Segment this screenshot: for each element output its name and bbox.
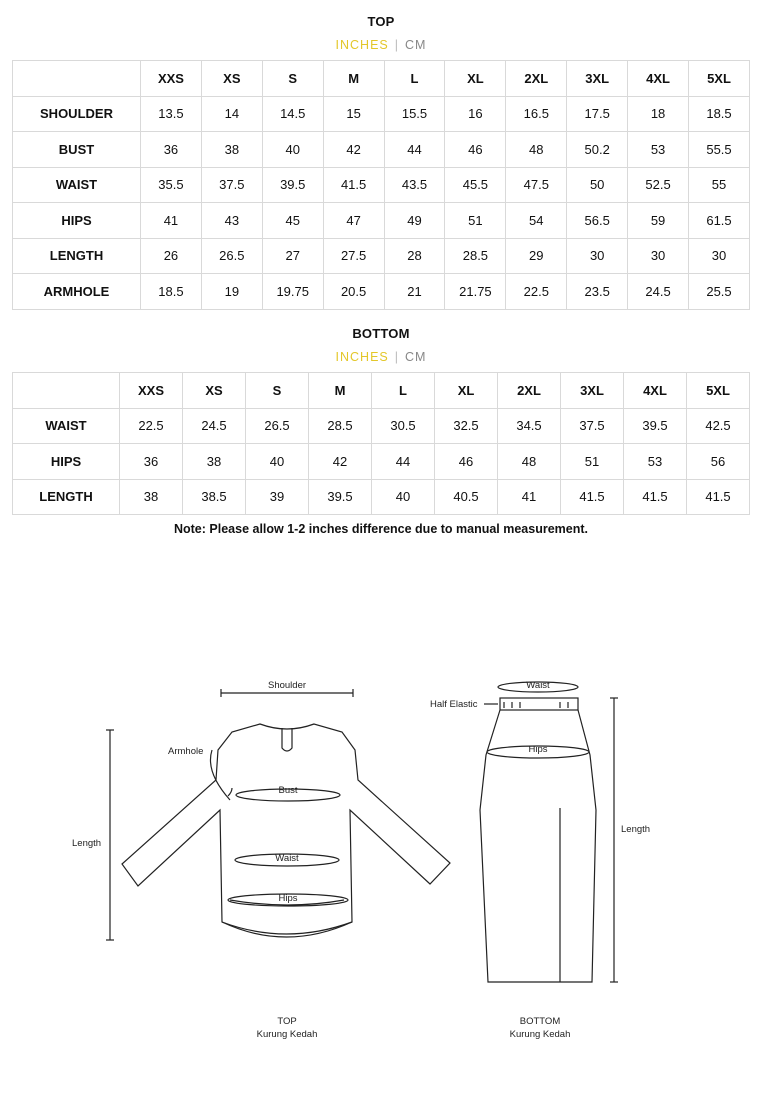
measurement-value: 49	[384, 203, 445, 239]
measurement-value: 14	[201, 96, 262, 132]
size-header-2xl: 2XL	[506, 61, 567, 97]
top-length-label: Length	[72, 838, 102, 849]
measurement-value: 30	[689, 238, 750, 274]
size-header-3xl: 3XL	[561, 373, 624, 409]
measurement-label: BUST	[13, 132, 141, 168]
measurement-value: 19	[201, 274, 262, 310]
measurement-value: 34.5	[498, 408, 561, 444]
size-header-5xl: 5XL	[689, 61, 750, 97]
size-header-xxs: XXS	[120, 373, 183, 409]
measurement-label: LENGTH	[13, 479, 120, 515]
table-row	[13, 238, 750, 274]
measurement-value: 38.5	[183, 479, 246, 515]
measurement-value: 50.2	[567, 132, 628, 168]
measurement-value: 40	[246, 444, 309, 480]
measurement-value: 42	[309, 444, 372, 480]
size-header-xl: XL	[445, 61, 506, 97]
table-row	[13, 274, 750, 310]
measurement-value: 40	[372, 479, 435, 515]
size-header-xxs: XXS	[141, 61, 202, 97]
measurement-value: 39.5	[624, 408, 687, 444]
armhole-measure-curve	[210, 750, 230, 800]
measurement-value: 28.5	[309, 408, 372, 444]
table-row	[13, 96, 750, 132]
measurement-value: 55.5	[689, 132, 750, 168]
measurement-value: 56.5	[567, 203, 628, 239]
size-header-4xl: 4XL	[628, 61, 689, 97]
top-title: TOP	[367, 14, 395, 29]
bust-label: Bust	[278, 785, 298, 796]
measurement-value: 21.75	[445, 274, 506, 310]
table-row	[13, 167, 750, 203]
waist-label: Waist	[275, 853, 299, 864]
measurement-value: 48	[498, 444, 561, 480]
measurement-value: 30	[628, 238, 689, 274]
measurement-value: 42.5	[687, 408, 750, 444]
top-unit-toggle	[0, 38, 762, 52]
measurement-value: 45	[262, 203, 323, 239]
bottom-length-label: Length	[621, 824, 651, 835]
size-header-4xl: 4XL	[624, 373, 687, 409]
measurement-value: 39.5	[309, 479, 372, 515]
size-header-xl: XL	[435, 373, 498, 409]
measurement-label: SHOULDER	[13, 96, 141, 132]
measurement-label: HIPS	[13, 444, 120, 480]
measurement-value: 52.5	[628, 167, 689, 203]
table-row	[13, 203, 750, 239]
measurement-label: HIPS	[13, 203, 141, 239]
size-header-m: M	[323, 61, 384, 97]
top-caption-line2: Kurung Kedah	[256, 1029, 318, 1040]
measurement-value: 41.5	[624, 479, 687, 515]
measurement-value: 59	[628, 203, 689, 239]
bottom-caption-line2: Kurung Kedah	[509, 1029, 571, 1040]
bottom-waist-label: Waist	[526, 680, 550, 691]
measurement-value: 48	[506, 132, 567, 168]
measurement-value: 42	[323, 132, 384, 168]
measurement-value: 35.5	[141, 167, 202, 203]
measurement-value: 53	[628, 132, 689, 168]
shoulder-label: Shoulder	[267, 680, 307, 691]
measurement-value: 43.5	[384, 167, 445, 203]
measurement-value: 41.5	[323, 167, 384, 203]
table-header-row	[13, 373, 750, 409]
size-header-l: L	[384, 61, 445, 97]
measurement-value: 41	[141, 203, 202, 239]
bottom-unit-toggle	[0, 350, 762, 364]
size-header-xs: XS	[183, 373, 246, 409]
measurement-value: 40	[262, 132, 323, 168]
measurement-value: 28.5	[445, 238, 506, 274]
measurement-value: 43	[201, 203, 262, 239]
measurement-label: WAIST	[13, 167, 141, 203]
measurement-value: 50	[567, 167, 628, 203]
unit-separator: |	[394, 38, 400, 52]
size-header-s: S	[246, 373, 309, 409]
measurement-value: 38	[201, 132, 262, 168]
measurement-value: 22.5	[120, 408, 183, 444]
measurement-value: 26	[141, 238, 202, 274]
measurement-value: 20.5	[323, 274, 384, 310]
measurement-label: WAIST	[13, 408, 120, 444]
top-caption-line1: TOP	[277, 1016, 297, 1027]
measurement-value: 15.5	[384, 96, 445, 132]
size-header-l: L	[372, 373, 435, 409]
measurement-value: 29	[506, 238, 567, 274]
hips-label: Hips	[278, 893, 298, 904]
measurement-value: 46	[445, 132, 506, 168]
bottom-cm-toggle[interactable]: CM	[405, 350, 427, 364]
measurement-label: ARMHOLE	[13, 274, 141, 310]
measurement-value: 39	[246, 479, 309, 515]
measurement-value: 24.5	[183, 408, 246, 444]
armhole-label: Armhole	[168, 746, 204, 757]
measurement-value: 18.5	[689, 96, 750, 132]
bottom-title: BOTTOM	[352, 326, 410, 341]
measurement-value: 54	[506, 203, 567, 239]
table-row	[13, 132, 750, 168]
measurement-value: 41.5	[687, 479, 750, 515]
table-row	[13, 444, 750, 480]
measurement-value: 40.5	[435, 479, 498, 515]
bottom-size-table	[12, 372, 750, 515]
top-inches-toggle[interactable]: INCHES	[335, 38, 389, 52]
measurement-value: 38	[120, 479, 183, 515]
measurement-value: 56	[687, 444, 750, 480]
measurement-value: 25.5	[689, 274, 750, 310]
table-corner-cell	[13, 373, 120, 409]
measurement-value: 47	[323, 203, 384, 239]
half-elastic-label: Half Elastic	[430, 699, 478, 710]
bottom-caption-line1: BOTTOM	[519, 1016, 561, 1027]
measurement-value: 22.5	[506, 274, 567, 310]
size-header-3xl: 3XL	[567, 61, 628, 97]
measurement-value: 23.5	[567, 274, 628, 310]
top-cm-toggle[interactable]: CM	[405, 38, 427, 52]
measurement-label: LENGTH	[13, 238, 141, 274]
measurement-value: 32.5	[435, 408, 498, 444]
measurement-value: 14.5	[262, 96, 323, 132]
bottom-inches-toggle[interactable]: INCHES	[335, 350, 389, 364]
table-header-row	[13, 61, 750, 97]
measurement-value: 30.5	[372, 408, 435, 444]
measurement-value: 24.5	[628, 274, 689, 310]
measurement-value: 53	[624, 444, 687, 480]
table-row	[13, 479, 750, 515]
measurement-value: 18.5	[141, 274, 202, 310]
measurement-value: 27.5	[323, 238, 384, 274]
measurement-value: 17.5	[567, 96, 628, 132]
measurement-value: 46	[435, 444, 498, 480]
size-header-m: M	[309, 373, 372, 409]
unit-separator: |	[394, 350, 400, 364]
table-corner-cell	[13, 61, 141, 97]
measurement-value: 51	[561, 444, 624, 480]
bottom-hips-label: Hips	[528, 744, 548, 755]
measurement-value: 37.5	[201, 167, 262, 203]
table-row	[13, 408, 750, 444]
measurement-value: 39.5	[262, 167, 323, 203]
measurement-value: 37.5	[561, 408, 624, 444]
size-header-s: S	[262, 61, 323, 97]
size-header-xs: XS	[201, 61, 262, 97]
measurement-value: 55	[689, 167, 750, 203]
measurement-value: 18	[628, 96, 689, 132]
measurement-value: 28	[384, 238, 445, 274]
measurement-value: 36	[120, 444, 183, 480]
measurement-value: 16.5	[506, 96, 567, 132]
measurement-value: 13.5	[141, 96, 202, 132]
measurement-value: 16	[445, 96, 506, 132]
measurement-value: 26.5	[246, 408, 309, 444]
measurement-value: 36	[141, 132, 202, 168]
measurement-value: 51	[445, 203, 506, 239]
measurement-value: 30	[567, 238, 628, 274]
measurement-value: 19.75	[262, 274, 323, 310]
measurement-value: 44	[384, 132, 445, 168]
size-header-2xl: 2XL	[498, 373, 561, 409]
measurement-value: 41.5	[561, 479, 624, 515]
size-header-5xl: 5XL	[687, 373, 750, 409]
measurement-value: 41	[498, 479, 561, 515]
measurement-diagram	[0, 660, 762, 1060]
measurement-value: 26.5	[201, 238, 262, 274]
top-size-table	[12, 60, 750, 310]
measurement-value: 38	[183, 444, 246, 480]
measurement-value: 47.5	[506, 167, 567, 203]
measurement-value: 45.5	[445, 167, 506, 203]
measurement-value: 61.5	[689, 203, 750, 239]
measurement-note: Note: Please allow 1-2 inches difference due to manual measurement.	[173, 522, 589, 536]
measurement-value: 21	[384, 274, 445, 310]
bottom-garment-outline	[480, 698, 596, 982]
measurement-value: 15	[323, 96, 384, 132]
measurement-value: 44	[372, 444, 435, 480]
measurement-value: 27	[262, 238, 323, 274]
